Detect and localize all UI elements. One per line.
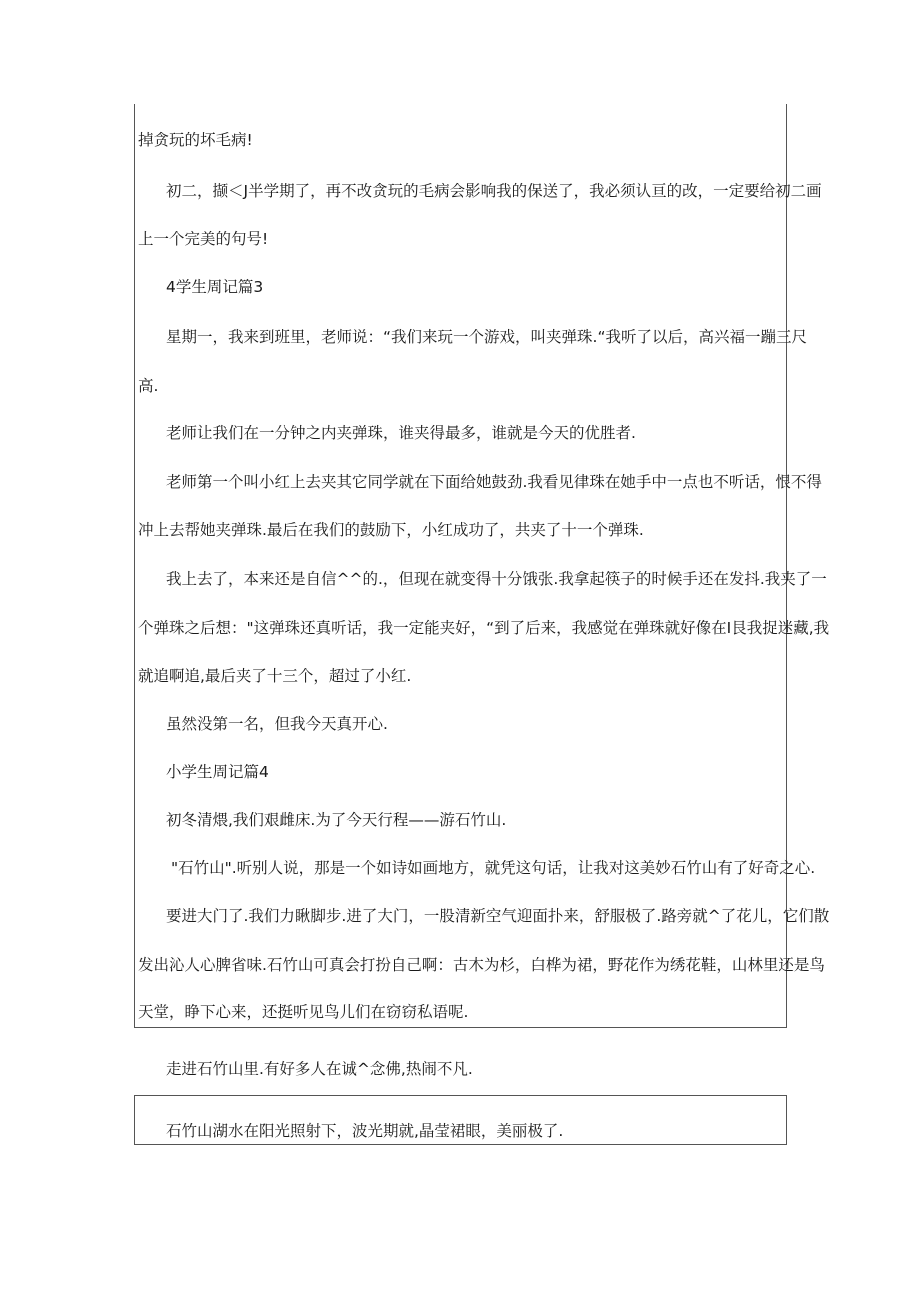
text-line: 初二，撷＜J半学期了，再不改贪玩的毛病会影响我的保送了，我必须认亘的改，一定要给初二画 bbox=[166, 182, 822, 200]
text-line: 天堂，睁下心来，还挺听见鸟儿们在窃窃私语呢. bbox=[138, 1003, 469, 1021]
text-line: 冲上去帮她夹弹珠.最后在我们的鼓励下，小红成功了，共夹了十一个弹珠. bbox=[138, 521, 644, 539]
text-line: 初冬清煨,我们艰雌床.为了今天行程——游石竹山. bbox=[166, 811, 507, 829]
text-line: 就追啊追,最后夹了十三个，超过了小红. bbox=[138, 667, 412, 685]
text-line: 老师让我们在一分钟之内夹弹珠，谁夹得最多，谁就是今天的优胜者. bbox=[166, 424, 636, 442]
text-line: 走进石竹山里.有好多人在诚^念佛,热闹不凡. bbox=[166, 1060, 473, 1078]
text-line: 虽然没第一名，但我今天真开心. bbox=[166, 715, 388, 733]
text-line: 发出沁人心脾省味.石竹山可真会打扮自己啊：古木为杉，白桦为裙，野花作为绣花鞋，山林里还是鸟 bbox=[138, 956, 825, 974]
section-heading: 4学生周记篇3 bbox=[166, 278, 264, 296]
text-line: "石竹山".听别人说，那是一个如诗如画地方，就凭这句话，让我对这美妙石竹山有了好奇之心. bbox=[171, 859, 816, 877]
text-line: 个弹珠之后想："这弹珠还真听话，我一定能夹好，“到了后来，我感觉在弹珠就好像在I艮我捉迷藏,我 bbox=[138, 619, 830, 637]
text-line: 上一个完美的句号! bbox=[138, 230, 269, 248]
text-line: 掉贪玩的坏毛病! bbox=[138, 131, 253, 149]
text-line: 星期一，我来到班里，老师说：“我们来玩一个游戏，叫夹弹珠.“我听了以后，高兴福一蹦三尺 bbox=[166, 328, 807, 346]
text-line: 老师第一个叫小红上去夹其它同学就在下面给她鼓劲.我看见律珠在她手中一点也不听话，恨不得 bbox=[166, 473, 822, 491]
text-line: 石竹山湖水在阳光照射下，波光期就,晶莹裙眼，美丽极了. bbox=[166, 1122, 564, 1140]
text-line: 我上去了，本来还是自信^^的.，但现在就变得十分饿张.我拿起筷子的时候手还在发抖.我夹了一 bbox=[166, 570, 827, 588]
text-line: 高. bbox=[138, 377, 159, 395]
text-line: 要进大门了.我们力瞅脚步.进了大门，一股清新空气迎面扑来，舒服极了.路旁就^了花儿，它们散 bbox=[166, 907, 830, 925]
section-heading: 小学生周记篇4 bbox=[166, 763, 269, 781]
